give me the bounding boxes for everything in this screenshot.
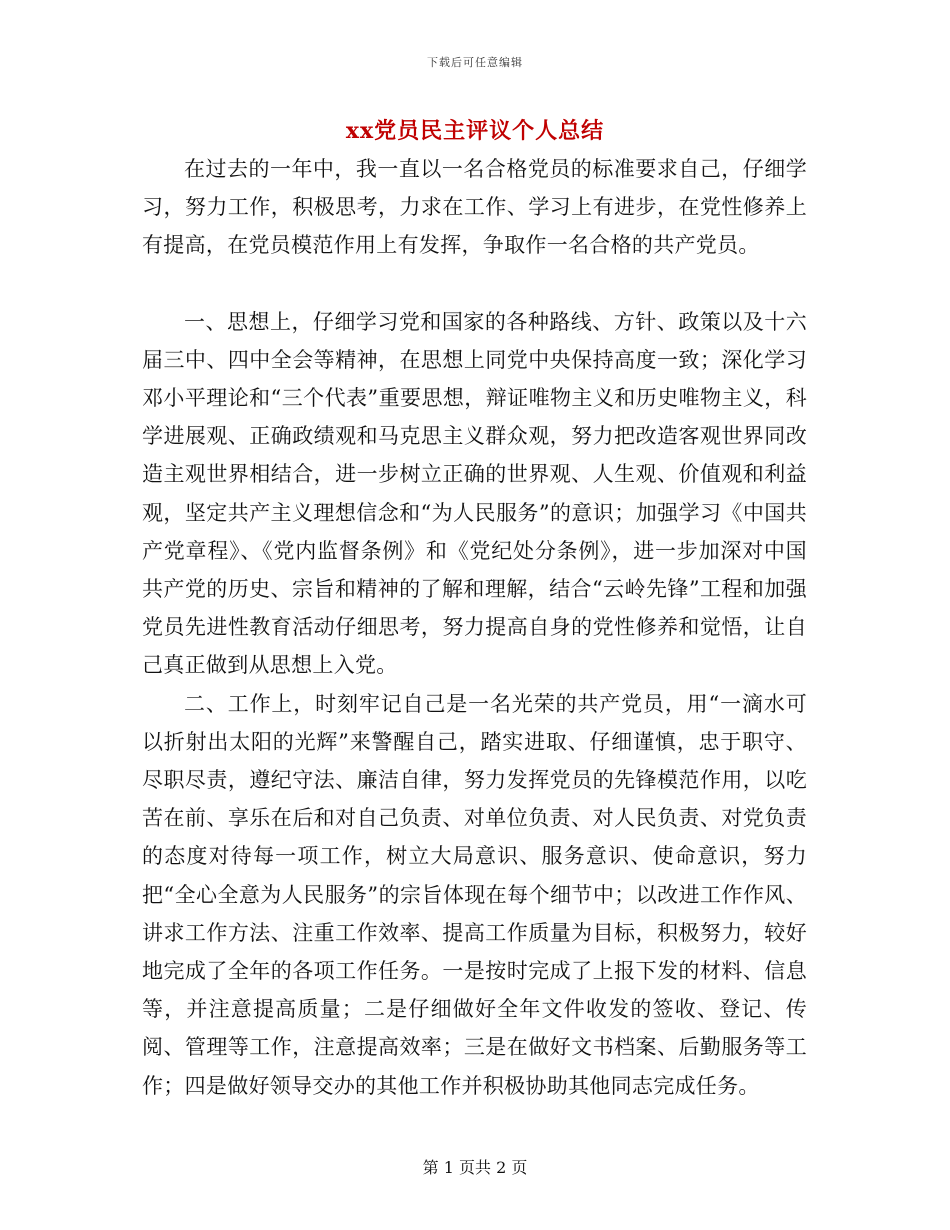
paragraph-gap	[142, 265, 807, 303]
header-note: 下载后可任意编辑	[427, 56, 523, 69]
page-indicator: 第 1 页共 2 页	[422, 1158, 528, 1177]
paragraph-work: 二、工作上，时刻牢记自己是一名光荣的共产党员，用“一滴水可以折射出太阳的光辉”来警醒自己，踏实进取、仔细谨慎，忠于职守、尽职尽责，遵纪守法、廉洁自律，努力发挥党员的先锋模范作用，以吃苦在前、享乐在后和对自己负责、对单位负责、对人民负责、对党负责的态度对待每一项工作，树立大局意识、服务意识、使命意识，努力把“全心全意为人民服务”的宗旨体现在每个细节中；以改进工作作风、讲求工作方法、注重工作效率、提高工作质量为目标，积极努力，较好地完成了全年的各项工作任务。一是按时完成了上报下发的材料、信息等，并注意提高质量；二是仔细做好全年文件收发的签收、登记、传阅、管理等工作，注意提高效率；三是在做好文书档案、后勤服务等工作；四是做好领导交办的其他工作并积极协助其他同志完成任务。	[142, 691, 807, 1098]
document-body	[142, 150, 807, 1105]
paragraph-intro: 在过去的一年中，我一直以一名合格党员的标准要求自己，仔细学习，努力工作，积极思考，力求在工作、学习上有进步，在党性修养上有提高，在党员模范作用上有发挥，争取作一名合格的共产党员。	[142, 157, 807, 258]
paragraph-ideology: 一、思想上，仔细学习党和国家的各种路线、方针、政策以及十六届三中、四中全会等精神，在思想上同党中央保持高度一致；深化学习邓小平理论和“三个代表”重要思想，辩证唯物主义和历史唯物主义，科学进展观、正确政绩观和马克思主义群众观，努力把改造客观世界同改造主观世界相结合，进一步树立正确的世界观、人生观、价值观和利益观，坚定共产主义理想信念和“为人民服务”的意识；加强学习《中国共产党章程》、《党内监督条例》和《党纪处分条例》，进一步加深对中国共产党的历史、宗旨和精神的了解和理解，结合“云岭先锋”工程和加强党员先进性教育活动仔细思考，努力提高自身的党性修养和觉悟，让自己真正做到从思想上入党。	[142, 309, 807, 678]
document-title: xx党员民主评议个人总结	[345, 118, 605, 144]
